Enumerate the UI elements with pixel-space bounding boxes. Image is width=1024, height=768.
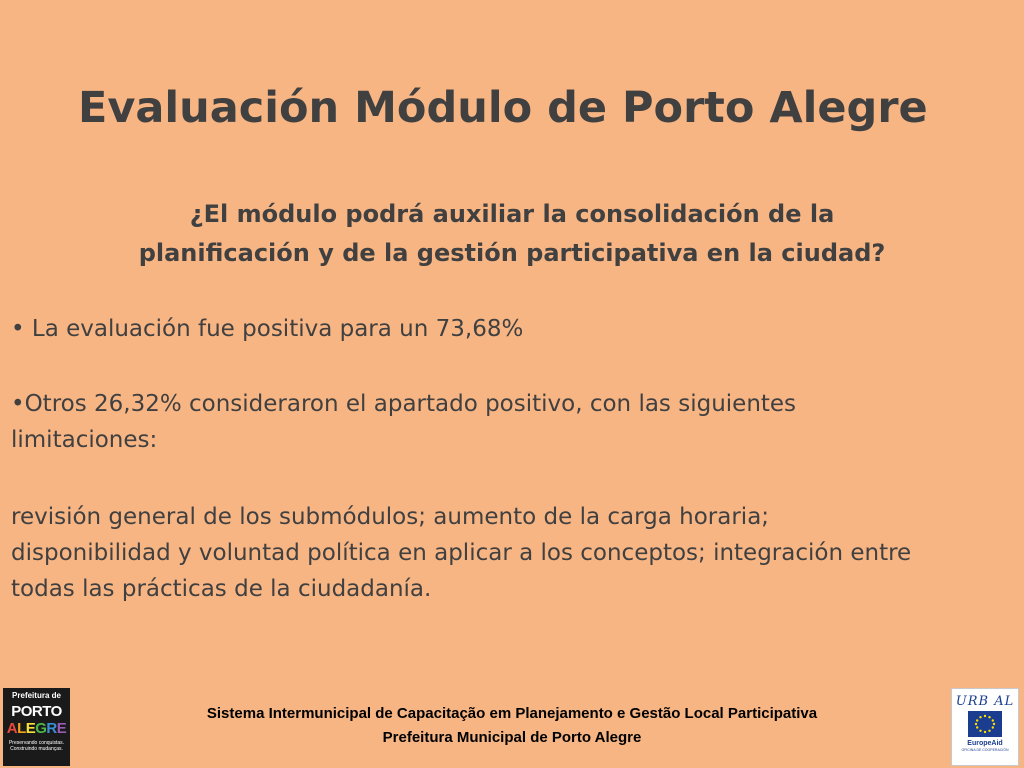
urbal-europeaid-logo [951, 688, 1019, 766]
bullet-text: • La evaluación fue positiva para un 73,68% [11, 316, 524, 342]
logo-prefeitura-text: Prefeitura de [12, 691, 61, 700]
footer-line: Sistema Intermunicipal de Capacitação em Planejamento e Gestão Local Participativa [206, 705, 818, 722]
paragraph-line: revisión general de los submódulos; aumento de la carga horaria; [11, 504, 770, 530]
logo-slogan [5, 740, 68, 752]
footer [0, 702, 1024, 750]
europeaid-subtext: OFICINA DE COOPERACIÓN [961, 748, 1009, 752]
logo-alegre-text: ALEGRE [6, 720, 67, 737]
logo-slogan-line: Construindo mudanças. [10, 746, 63, 752]
porto-alegre-logo [3, 688, 70, 766]
europeaid-text: EuropeAid [967, 740, 1003, 747]
bullet-limitations [11, 386, 1011, 458]
urbal-text: URB AL [955, 694, 1015, 709]
question-line: ¿El módulo podrá auxiliar la consolidación de la [189, 200, 835, 228]
bullet-positive [11, 311, 1011, 347]
logo-porto-text: PORTO [11, 703, 62, 720]
eu-flag-icon [968, 711, 1002, 737]
question-heading [0, 195, 1024, 273]
logo-slogan-line: Preservando conquistas. [8, 740, 65, 746]
bullet-text: •Otros 26,32% consideraron el apartado positivo, con las siguientes [11, 391, 797, 417]
question-line: planificación y de la gestión participativa en la ciudad? [138, 239, 886, 267]
paragraph-line: todas las prácticas de la ciudadanía. [11, 576, 432, 602]
paragraph-line: disponibilidad y voluntad política en aplicar a los conceptos; integración entre [11, 540, 912, 566]
limitations-paragraph [11, 499, 1011, 607]
bullet-text: limitaciones: [11, 427, 158, 453]
slide-title: Evaluación Módulo de Porto Alegre [78, 83, 928, 133]
footer-line: Prefeitura Municipal de Porto Alegre [382, 729, 642, 746]
